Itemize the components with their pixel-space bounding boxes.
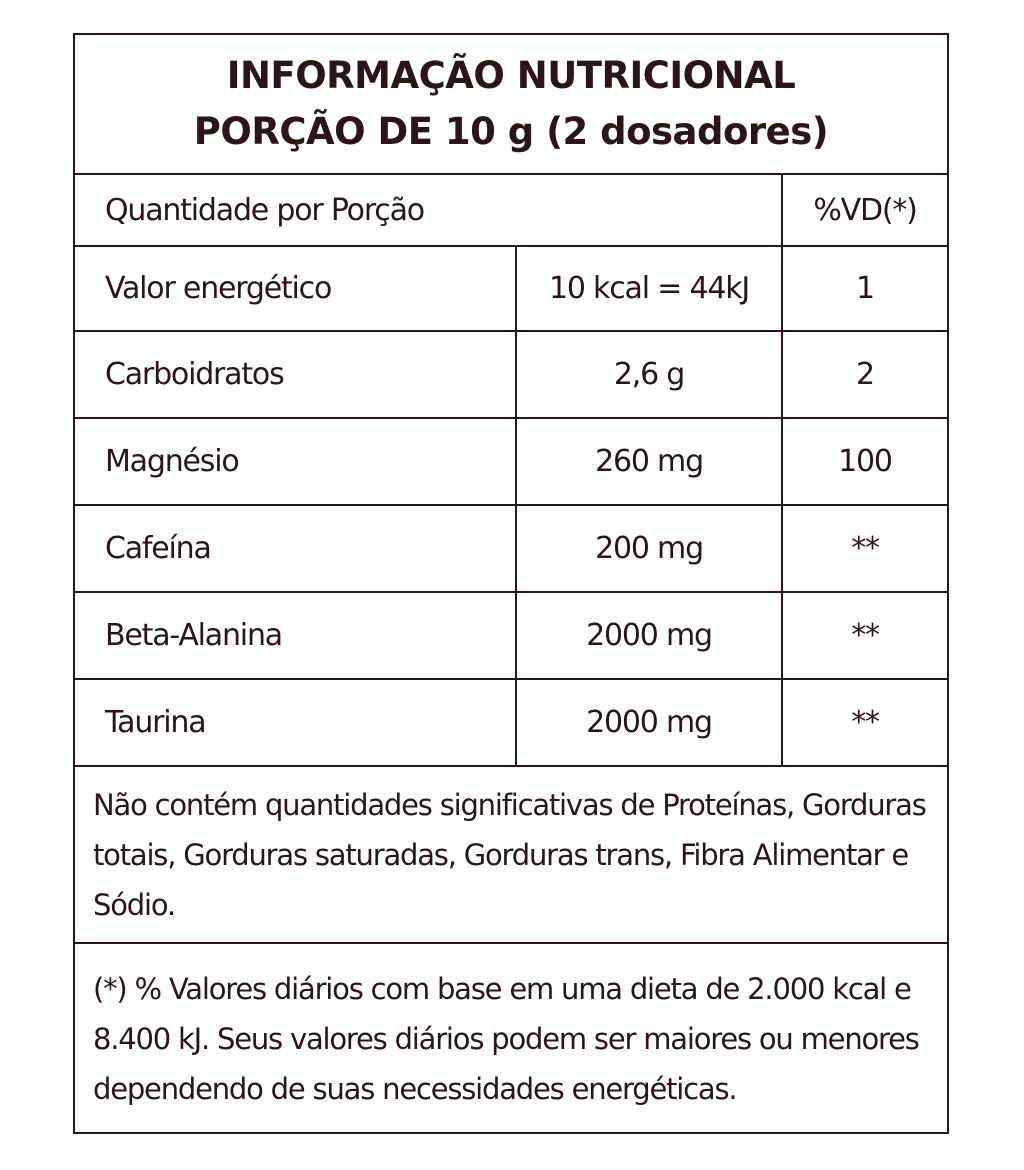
nutrient-amount: 10 kcal = 44kJ	[515, 247, 781, 330]
nutrient-amount: 200 mg	[515, 506, 781, 591]
table-row	[75, 593, 947, 680]
nutrient-name: Carboidratos	[105, 357, 284, 392]
nutrient-daily-value: **	[781, 680, 947, 765]
nutrient-daily-value: **	[781, 593, 947, 678]
table-row	[75, 419, 947, 506]
nutrient-name: Magnésio	[105, 444, 239, 479]
not-contains-note: Não contém quantidades significativas de Proteínas, Gorduras totais, Gorduras saturadas, Gorduras trans, Fibra Alimentar e Sódio.	[75, 764, 947, 944]
nutrient-daily-value: 1	[781, 247, 947, 330]
nutrient-name: Cafeína	[105, 531, 211, 566]
table-row	[75, 332, 947, 419]
daily-value-header: %VD(*)	[781, 175, 947, 245]
table-title: INFORMAÇÃO NUTRICIONAL	[226, 54, 796, 97]
nutrient-amount: 2,6 g	[515, 332, 781, 417]
table-row	[75, 506, 947, 593]
title-block	[75, 35, 947, 175]
nutrient-name: Taurina	[105, 705, 206, 740]
quantity-per-serving-header: Quantidade por Porção	[105, 192, 424, 228]
nutrient-amount: 2000 mg	[515, 593, 781, 678]
nutrient-daily-value: 100	[781, 419, 947, 504]
nutrient-amount: 2000 mg	[515, 680, 781, 765]
nutrient-daily-value: 2	[781, 332, 947, 417]
serving-size-title: PORÇÃO DE 10 g (2 dosadores)	[193, 110, 829, 153]
table-row	[75, 247, 947, 332]
nutrient-grid	[75, 175, 947, 767]
daily-values-footnote: (*) % Valores diários com base em uma dieta de 2.000 kcal e 8.400 kJ. Seus valores diários podem ser maiores ou menores dependendo de suas necessidades energéticas.	[93, 972, 919, 1106]
nutrient-name: Valor energético	[105, 271, 332, 306]
nutrition-facts-table	[73, 33, 949, 1134]
table-row	[75, 680, 947, 767]
nutrient-amount: 260 mg	[515, 419, 781, 504]
header-row	[75, 175, 947, 247]
nutrient-name: Beta-Alanina	[105, 618, 282, 653]
nutrient-daily-value: **	[781, 506, 947, 591]
